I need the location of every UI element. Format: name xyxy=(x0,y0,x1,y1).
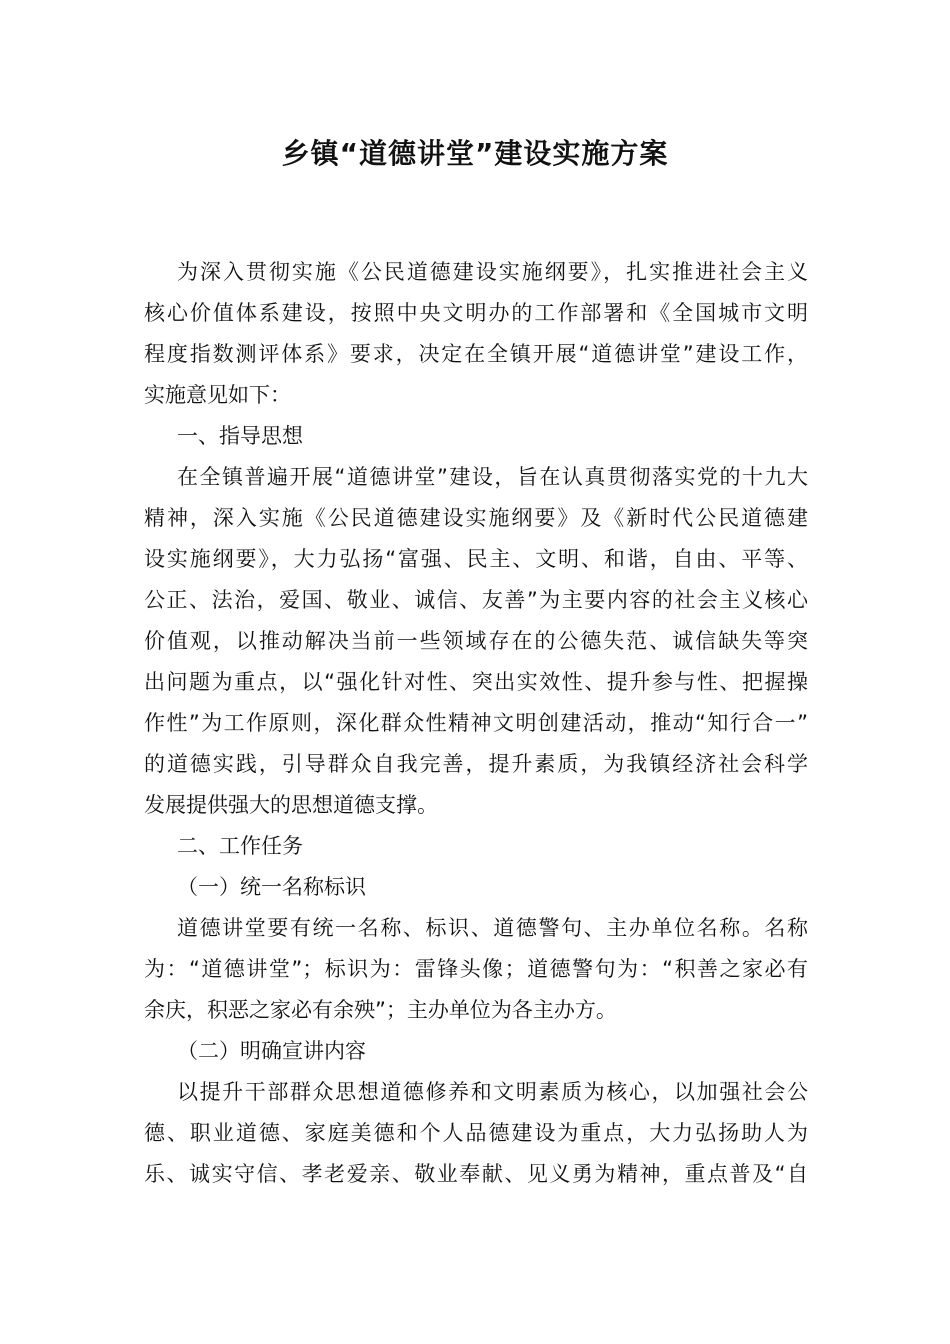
text-line: 在全镇普遍开展“道德讲堂”建设，旨在认真贯彻落实党的十九大 xyxy=(177,465,808,489)
document-title: 乡镇“道德讲堂”建设实施方案 xyxy=(281,137,669,170)
text-line: 余庆，积恶之家必有余殃”；主办单位为各主办方。 xyxy=(144,998,617,1022)
text-line: 道德讲堂要有统一名称、标识、道德警句、主办单位名称。名称 xyxy=(177,916,808,940)
intro-paragraph xyxy=(144,252,808,416)
text-line: 为深入贯彻实施《公民道德建设实施纲要》，扎实推进社会主义 xyxy=(177,260,808,284)
text-line: 公正、法治，爱国、敬业、诚信、友善”为主要内容的社会主义核心 xyxy=(144,588,808,612)
text-line: 德、职业道德、家庭美德和个人品德建设为重点，大力弘扬助人为 xyxy=(144,1121,808,1145)
content-paragraph xyxy=(144,1072,808,1195)
text-line: 出问题为重点，以“强化针对性、突出实效性、提升参与性、把握操 xyxy=(144,670,808,694)
text-line: 价值观，以推动解决当前一些领域存在的公德失范、诚信缺失等突 xyxy=(144,629,808,653)
text-line: 实施意见如下： xyxy=(144,383,291,407)
guiding-ideology-paragraph xyxy=(144,457,808,826)
section-heading-guiding-ideology: 一、指导思想 xyxy=(177,424,303,448)
section-heading-work-tasks: 二、工作任务 xyxy=(177,834,303,858)
text-line: 发展提供强大的思想道德支撑。 xyxy=(144,793,438,817)
text-line: 设实施纲要》，大力弘扬“富强、民主、文明、和谐，自由、平等、 xyxy=(144,547,808,571)
subsection-heading-unified-name: （一）统一名称标识 xyxy=(177,875,366,899)
subsection-heading-content: （二）明确宣讲内容 xyxy=(177,1039,366,1063)
text-line: 程度指数测评体系》要求，决定在全镇开展“道德讲堂”建设工作， xyxy=(144,342,808,366)
text-line: 为：“道德讲堂”；标识为：雷锋头像；道德警句为：“积善之家必有 xyxy=(144,957,808,981)
text-line: 的道德实践，引导群众自我完善，提升素质，为我镇经济社会科学 xyxy=(144,752,808,776)
unified-name-paragraph xyxy=(144,908,808,1031)
document-body xyxy=(144,252,808,1195)
text-line: 作性”为工作原则，深化群众性精神文明创建活动，推动“知行合一” xyxy=(144,711,808,735)
text-line: 核心价值体系建设，按照中央文明办的工作部署和《全国城市文明 xyxy=(144,301,808,325)
text-line: 乐、诚实守信、孝老爱亲、敬业奉献、见义勇为精神，重点普及“自 xyxy=(144,1162,808,1186)
text-line: 以提升干部群众思想道德修养和文明素质为核心，以加强社会公 xyxy=(177,1080,808,1104)
text-line: 精神，深入实施《公民道德建设实施纲要》及《新时代公民道德建 xyxy=(144,506,808,530)
